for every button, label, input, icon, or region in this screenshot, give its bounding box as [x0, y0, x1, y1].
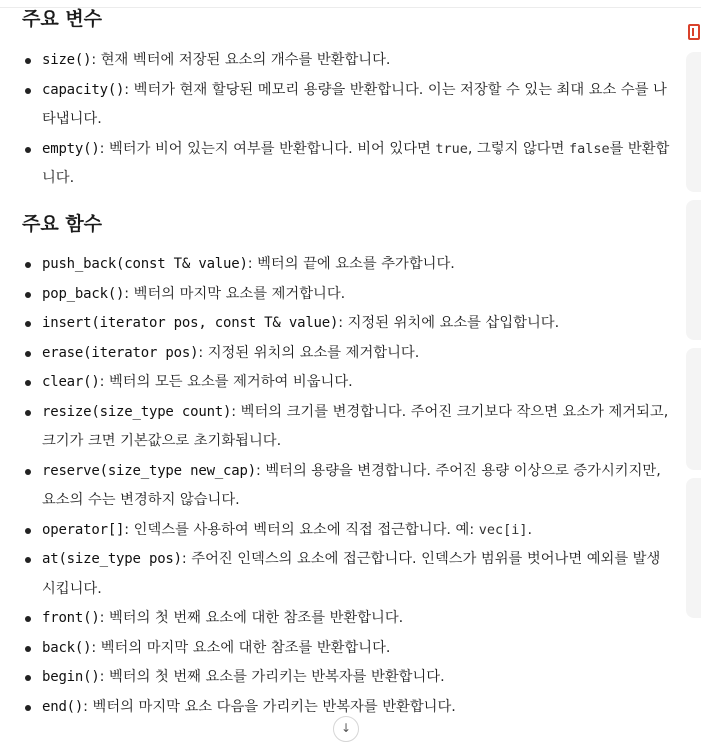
arrow-down-icon[interactable]: ↓	[333, 716, 359, 742]
side-panel-card[interactable]	[686, 200, 701, 340]
function-name: insert(iterator pos, const T& value)	[42, 315, 339, 331]
list-item: operator[]: 인덱스를 사용하여 벡터의 요소에 직접 접근합니다. 예: vec[i].	[22, 516, 672, 546]
section-heading-variables: 주요 변수	[22, 8, 103, 30]
list-item: pop_back(): 벡터의 마지막 요소를 제거합니다.	[22, 280, 672, 310]
function-name: erase(iterator pos)	[42, 344, 199, 361]
list-item: end(): 벡터의 마지막 요소 다음을 가리키는 반복자를 반환합니다.	[22, 693, 672, 723]
list-item: capacity(): 벡터가 현재 할당된 메모리 용량을 반환합니다. 이는 저장할 수 있는 최대 요소 수를 나타냅니다.	[22, 76, 672, 135]
function-name: resize(size_type count)	[42, 403, 232, 420]
function-name: back()	[42, 639, 92, 656]
functions-list	[22, 250, 672, 722]
variables-list	[22, 46, 672, 194]
list-item: front(): 벡터의 첫 번째 요소에 대한 참조를 반환합니다.	[22, 604, 672, 634]
function-name: capacity()	[42, 81, 125, 98]
function-name: pop_back()	[42, 285, 125, 302]
list-item: at(size_type pos): 주어진 인덱스의 요소에 접근합니다. 인덱스가 범위를 벗어나면 예외를 발생시킵니다.	[22, 545, 672, 604]
inline-code: vec[i]	[478, 521, 528, 538]
function-name: operator[]	[42, 521, 125, 538]
function-name: begin()	[42, 669, 100, 685]
side-panel-card[interactable]	[686, 52, 701, 192]
bookmark-icon[interactable]	[688, 24, 700, 40]
function-name: push_back(const T& value)	[42, 256, 248, 272]
function-name: reserve(size_type new_cap)	[42, 462, 256, 479]
list-item: reserve(size_type new_cap): 벡터의 용량을 변경합니다. 주어진 용량 이상으로 증가시키지만, 요소의 수는 변경하지 않습니다.	[22, 457, 672, 516]
side-panel-card[interactable]	[686, 348, 701, 470]
side-panel-card[interactable]	[686, 478, 701, 618]
list-item: erase(iterator pos): 지정된 위치의 요소를 제거합니다.	[22, 339, 672, 369]
function-name: at(size_type pos)	[42, 551, 182, 567]
section-heading-functions: 주요 함수	[22, 213, 103, 235]
list-item: resize(size_type count): 벡터의 크기를 변경합니다. 주어진 크기보다 작으면 요소가 제거되고, 크기가 크면 기본값으로 초기화됩니다.	[22, 398, 672, 457]
list-item: size(): 현재 벡터에 저장된 요소의 개수를 반환합니다.	[22, 46, 672, 76]
inline-code: true	[435, 140, 468, 157]
list-item: begin(): 벡터의 첫 번째 요소를 가리키는 반복자를 반환합니다.	[22, 663, 672, 693]
inline-code: false	[568, 140, 610, 157]
function-name: front()	[42, 610, 100, 626]
list-item: push_back(const T& value): 벡터의 끝에 요소를 추가합니다.	[22, 250, 672, 280]
function-name: size()	[42, 52, 92, 68]
list-item: empty(): 벡터가 비어 있는지 여부를 반환합니다. 비어 있다면 true, 그렇지 않다면 false를 반환합니다.	[22, 135, 672, 194]
function-name: end()	[42, 698, 84, 715]
list-item: insert(iterator pos, const T& value): 지정된 위치에 요소를 삽입합니다.	[22, 309, 672, 339]
top-divider	[0, 7, 701, 8]
function-name: clear()	[42, 374, 100, 390]
function-name: empty()	[42, 140, 100, 157]
list-item: back(): 벡터의 마지막 요소에 대한 참조를 반환합니다.	[22, 634, 672, 664]
list-item: clear(): 벡터의 모든 요소를 제거하여 비웁니다.	[22, 368, 672, 398]
